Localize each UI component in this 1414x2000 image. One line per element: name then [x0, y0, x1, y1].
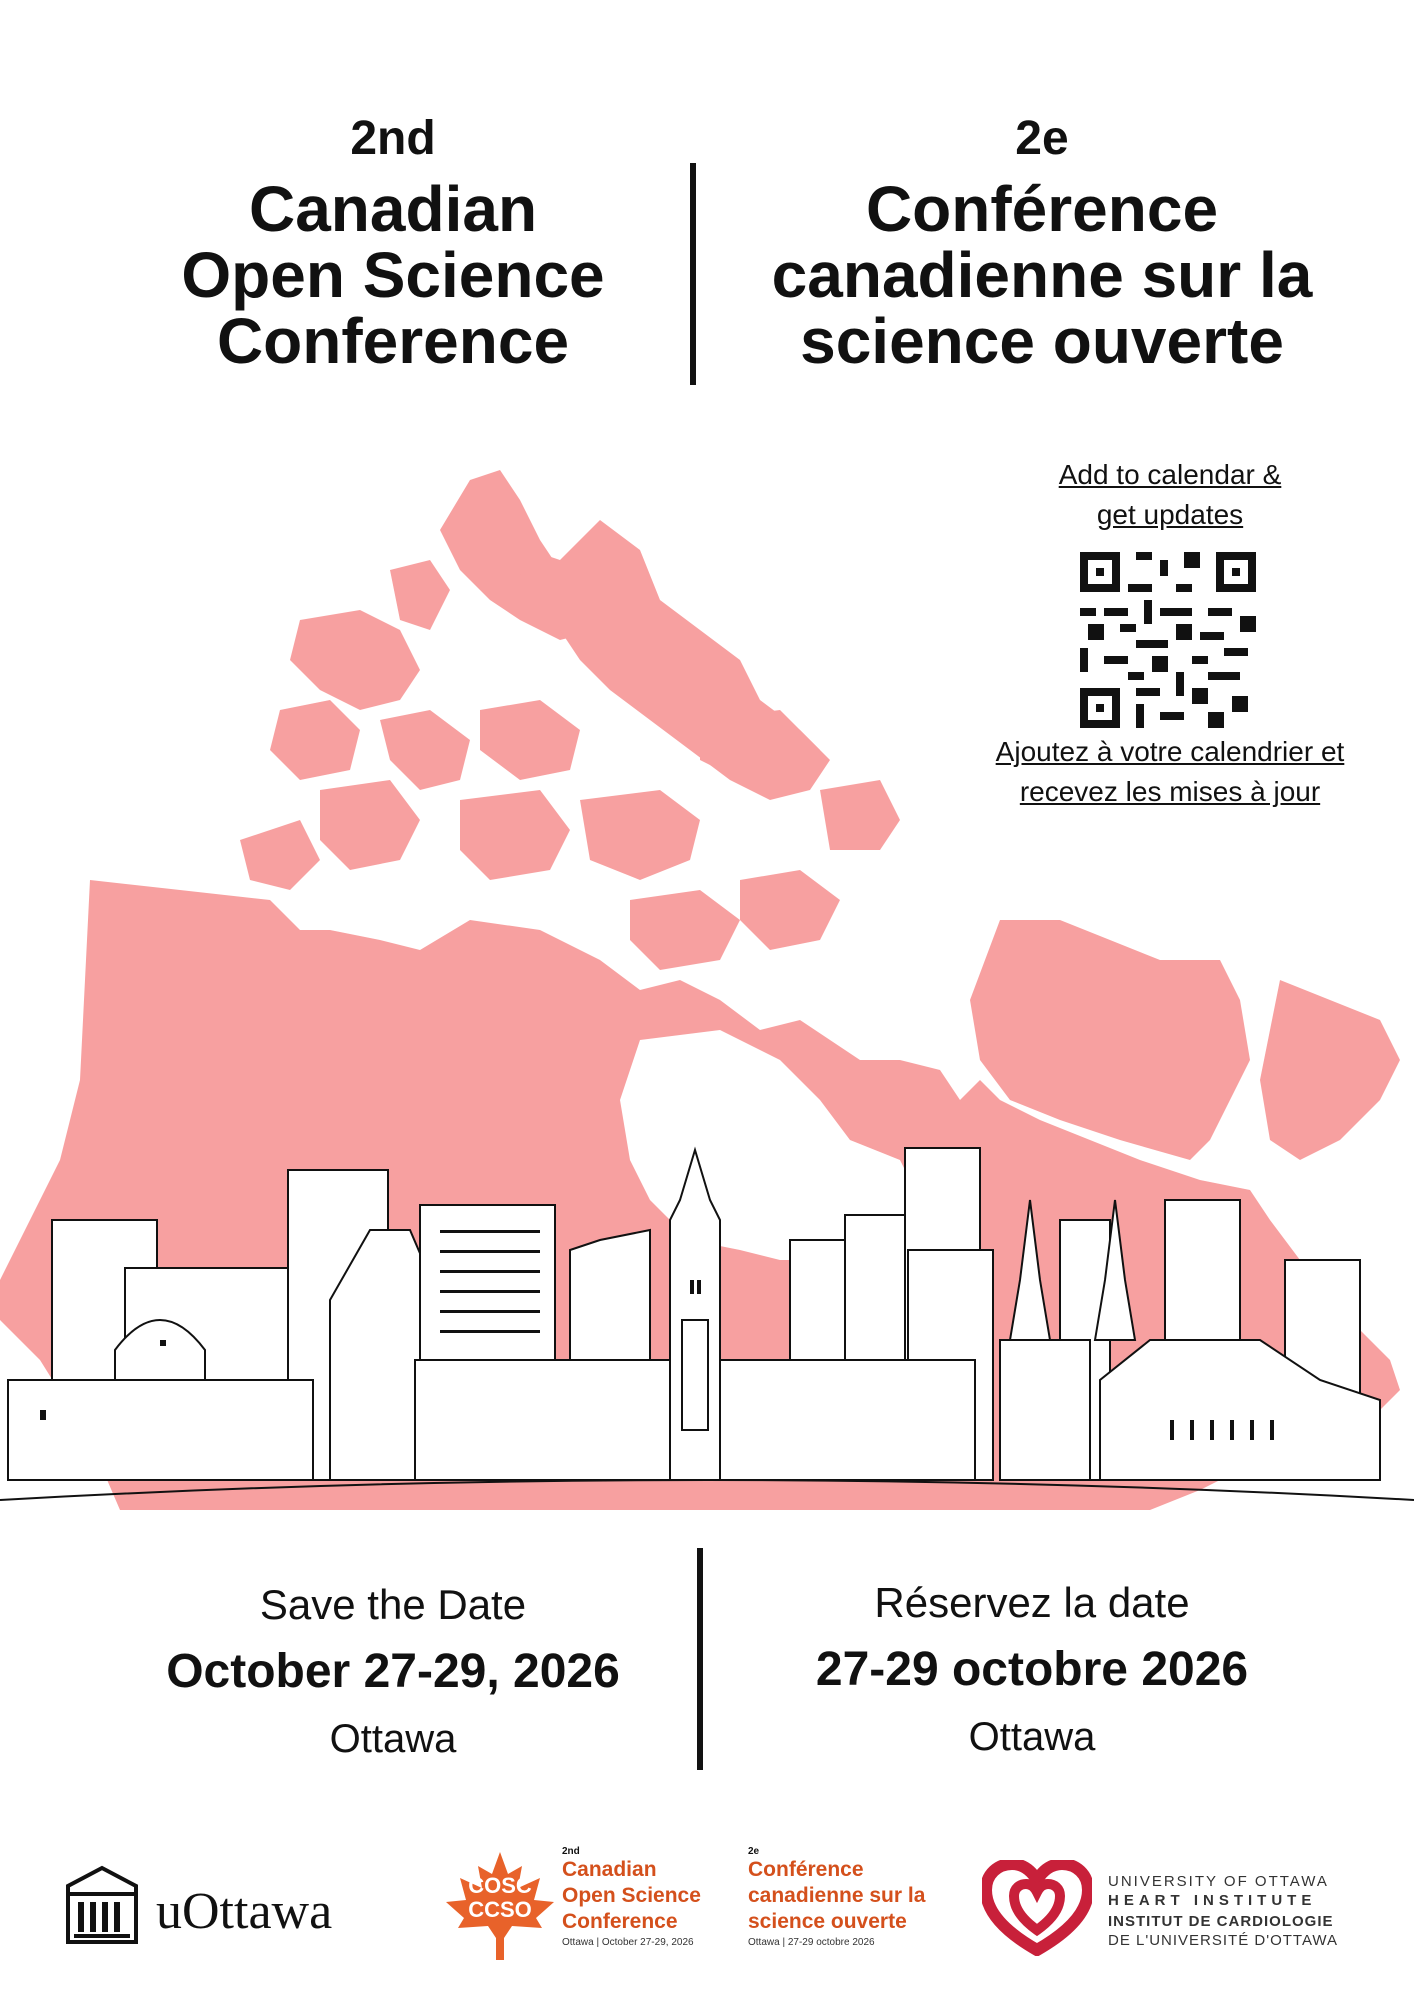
save-the-date-en	[93, 1580, 693, 1764]
logo-line: HEART INSTITUTE	[1108, 1892, 1317, 1909]
header-english	[113, 110, 673, 377]
badge-line: COSC	[468, 1873, 532, 1898]
logo-title	[748, 1857, 948, 1935]
conference-title-en	[113, 173, 673, 377]
calendar-link-line[interactable]: Ajoutez à votre calendrier et	[995, 736, 1345, 767]
logo-subtitle: Ottawa | 27-29 octobre 2026	[748, 1937, 875, 1948]
title-line: Conférence	[865, 173, 1219, 245]
ordinal-en: 2nd	[350, 112, 436, 165]
date-divider	[697, 1548, 703, 1770]
save-the-date-fr	[732, 1578, 1332, 1762]
title-line: Conference	[216, 305, 570, 377]
save-the-date-label: Réservez la date	[874, 1579, 1190, 1626]
logo-ordinal: 2nd	[562, 1846, 580, 1857]
calendar-link-line[interactable]: Add to calendar &	[1058, 459, 1282, 490]
header-divider	[690, 163, 696, 385]
logo-line: Canadian	[562, 1858, 657, 1881]
heart-institute-logo-icon	[982, 1860, 1092, 1956]
uottawa-logo-text: uOttawa	[156, 1883, 333, 1940]
logo-line: UNIVERSITY OF OTTAWA	[1108, 1873, 1329, 1890]
logo-line: Conférence	[748, 1858, 864, 1881]
event-city: Ottawa	[968, 1715, 1096, 1759]
badge-line: CCSO	[468, 1897, 532, 1922]
cosc-badge-text	[462, 1874, 538, 1922]
ordinal-fr: 2e	[1015, 112, 1069, 165]
title-line: science ouverte	[800, 305, 1284, 377]
calendar-link-fr[interactable]	[950, 732, 1390, 812]
heart-institute-logo-text	[1108, 1872, 1378, 1950]
logo-line: canadienne sur la	[748, 1884, 926, 1907]
uottawa-crest-icon	[64, 1864, 140, 1950]
logo-ordinal: 2e	[748, 1846, 760, 1857]
title-line: Open Science	[181, 239, 605, 311]
logo-subtitle: Ottawa | October 27-29, 2026	[562, 1937, 694, 1948]
event-city: Ottawa	[329, 1717, 457, 1761]
logo-line: Open Science	[562, 1884, 701, 1907]
qr-code[interactable]	[1080, 552, 1256, 728]
calendar-link-line[interactable]: recevez les mises à jour	[1019, 776, 1321, 807]
title-line: canadienne sur la	[771, 239, 1313, 311]
conference-title-fr	[762, 173, 1322, 377]
logo-line: INSTITUT DE CARDIOLOGIE	[1108, 1913, 1334, 1930]
cosc-logo-en	[562, 1846, 732, 1948]
logo-line: science ouverte	[748, 1910, 907, 1933]
save-the-date-label: Save the Date	[259, 1581, 527, 1628]
cosc-logo-fr	[748, 1846, 948, 1948]
event-date: October 27-29, 2026	[166, 1645, 620, 1698]
calendar-link-line[interactable]: get updates	[1096, 499, 1244, 530]
header-french	[762, 110, 1322, 377]
event-date: 27-29 octobre 2026	[815, 1643, 1249, 1696]
logo-title	[562, 1857, 732, 1935]
title-line: Canadian	[248, 173, 538, 245]
calendar-link-en[interactable]	[1000, 455, 1340, 535]
logo-line: Conference	[562, 1910, 678, 1933]
logo-line: DE L'UNIVERSITÉ D'OTTAWA	[1108, 1932, 1339, 1949]
